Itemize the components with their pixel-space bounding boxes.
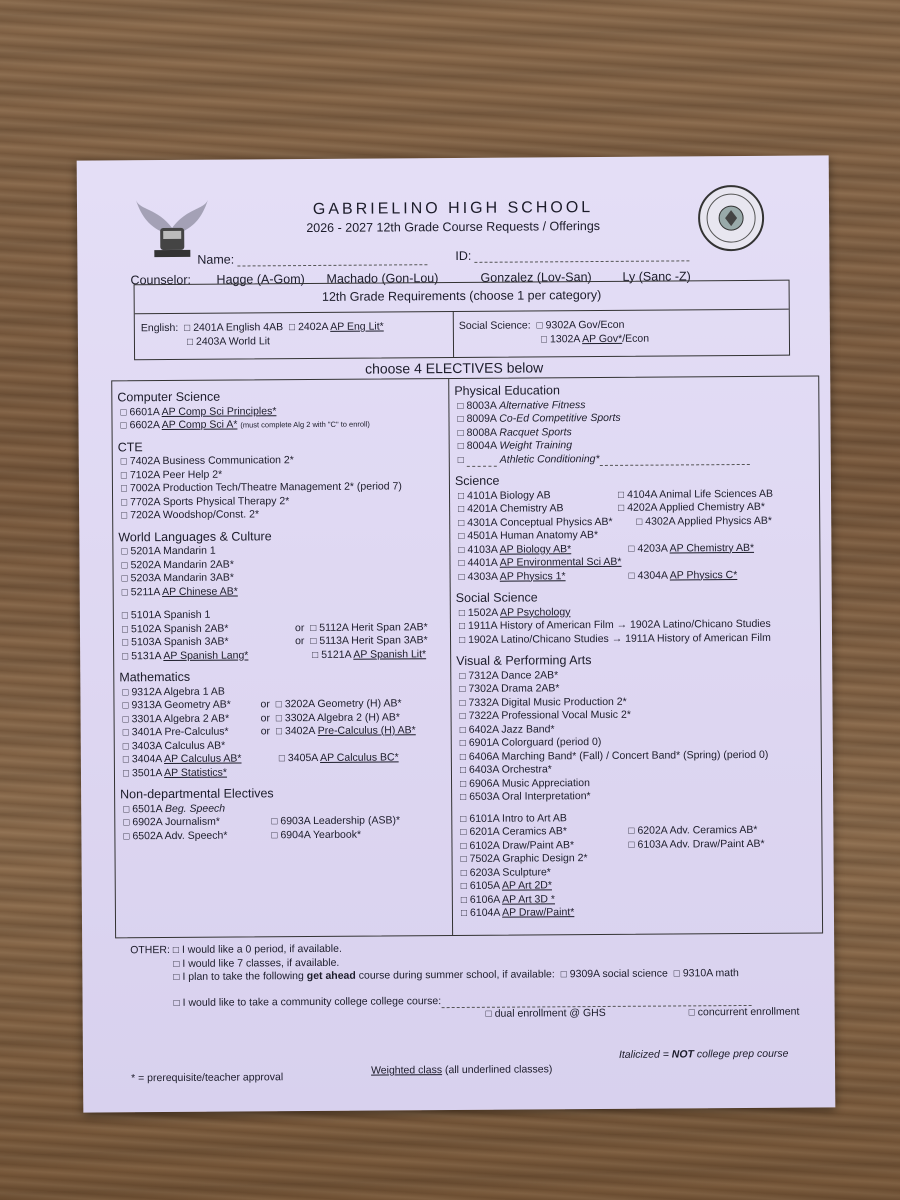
name-label: Name: bbox=[197, 252, 235, 267]
checkbox-icon[interactable]: □ bbox=[122, 637, 129, 649]
checkbox-icon[interactable]: □ bbox=[121, 610, 128, 622]
weighted-legend: Weighted class (all underlined classes) bbox=[371, 1063, 553, 1077]
checkbox-icon[interactable]: □ bbox=[275, 726, 283, 738]
checkbox-icon[interactable]: □ bbox=[122, 650, 129, 662]
course-2401a: 2401A English 4AB bbox=[193, 321, 284, 334]
checkbox-icon[interactable]: □ bbox=[120, 456, 127, 468]
checkbox-icon[interactable]: □ bbox=[275, 699, 282, 711]
checkbox-icon[interactable]: □ bbox=[121, 559, 128, 571]
right-column: Physical Education □ 8003A Alternative Fitness □ 8009A Co-Ed Competitive Sports □ 8008A Racquet Sports □ 8004A Weight Training □ Athletic Conditioning* Science □ 4101A Biology AB □ 4104A Animal Life Sciences AB □ 4201A Chemistry AB □ 4202A Applied Chemistry AB* □ 4301A Conceptual Physics AB* □ 4302A Applied Physics AB* □ 4501A Human Anatomy AB* □ 4103A AP Biology AB* □ 4203A AP Chemistry AB* □ 4401A AP Environmental Sci AB* □ 4303A AP Physics 1* □ 4304A AP Physics C* Social Science □ 1502A AP Psychology □ 1911A History of American Film → 1902A Latino/Chicano Studies □ 1902A Latino/Chicano Studies → 1911A History of American Film Visual & Performing Arts □ 7312A Dance 2AB* □ 7302A Drama 2AB* □ 7332A Digital Music Production 2* □ 7322A Professional Vocal Music 2* □ 6402A Jazz Band* □ 6901A Colorguard (period 0) □ 6406A Marching Band* (Fall) / Concert Band* (Spring) (period 0) □ 6403A Orchestra* □ 6906A Music Appreciation □ 6503A Oral Interpretation* □ 6101A Intro to Art AB □ 6201A Ceramics AB* □ 6202A Adv. Ceramics AB* □ 6102A Draw/Paint AB* □ 6103A Adv. Draw/Paint AB* □ 7502A Graphic Design 2* □ 6203A Sculpture* □ 6105A AP Art 2D* □ 6106A AP Art 3D * □ 6104A AP Draw/Paint* bbox=[454, 378, 820, 920]
checkbox-icon[interactable]: □ bbox=[120, 420, 127, 432]
other-label: OTHER: bbox=[130, 944, 170, 957]
checkbox-icon[interactable]: □ bbox=[460, 867, 467, 879]
checkbox-icon[interactable]: □ bbox=[460, 853, 467, 865]
checkbox-icon[interactable]: □ bbox=[628, 570, 635, 582]
counselor-3: Gonzalez (Lov-San) bbox=[480, 270, 592, 285]
checkbox-icon[interactable]: □ bbox=[310, 622, 317, 634]
checkbox-icon[interactable]: □ bbox=[628, 825, 635, 837]
checkbox-icon[interactable]: □ bbox=[459, 697, 466, 709]
section-non-departmental: Non-departmental Electives bbox=[120, 786, 274, 802]
checkbox-icon[interactable]: □ bbox=[122, 740, 129, 752]
checkbox-icon[interactable]: □ bbox=[173, 958, 180, 970]
course-1302a: 1302A AP Gov*/Econ bbox=[549, 332, 650, 345]
course-2403a: 2403A World Lit bbox=[195, 334, 271, 348]
checkbox-icon[interactable]: □ bbox=[460, 840, 467, 852]
checkbox-icon[interactable]: □ bbox=[459, 737, 466, 749]
social-label: Social Science: bbox=[458, 319, 531, 332]
checkbox-icon[interactable]: □ bbox=[122, 767, 130, 779]
checkbox-icon[interactable]: □ bbox=[459, 751, 466, 763]
english-options bbox=[141, 320, 384, 349]
checkbox-icon[interactable]: □ bbox=[458, 503, 465, 515]
checkbox-icon[interactable]: □ bbox=[459, 670, 466, 682]
id-label: ID: bbox=[455, 248, 472, 263]
checkbox-icon[interactable]: □ bbox=[457, 400, 464, 412]
section-world-languages: World Languages & Culture bbox=[118, 528, 272, 544]
checkbox-icon[interactable]: □ bbox=[121, 623, 129, 635]
checkbox-icon[interactable]: □ bbox=[121, 573, 128, 585]
checkbox-icon[interactable]: □ bbox=[122, 700, 129, 712]
checkbox-icon[interactable]: □ bbox=[459, 710, 466, 722]
checkbox-icon[interactable]: □ bbox=[460, 894, 467, 906]
community-college-option: I would like to take a community college college course: bbox=[182, 994, 442, 1009]
checkbox-icon[interactable]: □ bbox=[457, 454, 464, 466]
checkbox-icon[interactable]: □ bbox=[460, 826, 467, 838]
checkbox-icon[interactable]: □ bbox=[312, 649, 319, 661]
checkbox-icon[interactable]: □ bbox=[459, 683, 466, 695]
english-label: English: bbox=[140, 321, 179, 335]
checkbox-icon[interactable]: □ bbox=[121, 546, 128, 558]
checkbox-icon[interactable]: □ bbox=[460, 880, 467, 892]
form-subtitle: 2026 - 2027 12th Grade Course Requests / Offerings bbox=[306, 218, 601, 236]
checkbox-icon[interactable]: □ bbox=[458, 530, 465, 542]
checkbox-icon[interactable]: □ bbox=[122, 727, 129, 739]
checkbox-icon[interactable]: □ bbox=[617, 489, 625, 501]
section-science: Science bbox=[454, 473, 500, 489]
checkbox-icon[interactable]: □ bbox=[184, 322, 191, 334]
school-title: GABRIELINO HIGH SCHOOL bbox=[312, 199, 594, 218]
checkbox-icon[interactable]: □ bbox=[673, 968, 680, 980]
section-physical-education: Physical Education bbox=[454, 383, 560, 399]
counselor-1: Hagge (A-Gom) bbox=[216, 272, 305, 287]
checkbox-icon[interactable]: □ bbox=[618, 502, 625, 514]
course-2402a: 2402A AP Eng Lit* bbox=[298, 320, 384, 334]
checkbox-icon[interactable]: □ bbox=[459, 724, 466, 736]
checkbox-icon[interactable]: □ bbox=[460, 791, 467, 803]
section-cte: CTE bbox=[117, 439, 143, 454]
checkbox-icon[interactable]: □ bbox=[458, 557, 465, 569]
checkbox-icon[interactable]: □ bbox=[628, 839, 635, 851]
checkbox-icon[interactable]: □ bbox=[458, 517, 465, 529]
section-computer-science: Computer Science bbox=[117, 389, 221, 405]
checkbox-icon[interactable]: □ bbox=[120, 483, 128, 495]
name-field[interactable] bbox=[197, 251, 427, 267]
checkbox-icon[interactable]: □ bbox=[122, 754, 129, 766]
checkbox-icon[interactable]: □ bbox=[457, 440, 464, 452]
social-options bbox=[459, 319, 649, 347]
checkbox-icon[interactable]: □ bbox=[457, 490, 465, 502]
requirements-title: 12th Grade Requirements (choose 1 per category) bbox=[321, 287, 602, 304]
checkbox-icon[interactable]: □ bbox=[172, 944, 179, 956]
section-social-science: Social Science bbox=[455, 590, 538, 606]
checkbox-icon[interactable]: □ bbox=[485, 1008, 492, 1020]
checkbox-icon[interactable]: □ bbox=[122, 686, 129, 698]
checkbox-icon[interactable]: □ bbox=[458, 607, 465, 619]
checkbox-icon[interactable]: □ bbox=[121, 496, 128, 508]
course-9302a: 9302A Gov/Econ bbox=[545, 318, 625, 332]
checkbox-icon[interactable]: □ bbox=[186, 336, 194, 348]
checkbox-icon[interactable]: □ bbox=[173, 997, 180, 1009]
italic-legend: Italicized = NOT college prep course bbox=[618, 1047, 789, 1061]
electives-title: choose 4 ELECTIVES below bbox=[364, 359, 544, 377]
checkbox-icon[interactable]: □ bbox=[121, 510, 128, 522]
left-column: Computer Science □ 6601A AP Comp Sci Principles* □ 6602A AP Comp Sci A* (must complete Alg 2 with "C" to enroll) CTE □ 7402A Business Communication 2* □ 7102A Peer Help 2* □ 7002A Production Tech/Theatre Management 2* (period 7) □ 7702A Sports Physical Therapy 2* □ 7202A Woodshop/Const. 2* World Languages & Culture □ 5201A Mandarin 1 □ 5202A Mandarin 2AB* □ 5203A Mandarin 3AB* □ 5211A AP Chinese AB* □ 5101A Spanish 1 □ 5102A Spanish 2AB* or □ 5112A Herit Span 2AB* □ 5103A Spanish 3AB* or □ 5113A Herit Span 3AB* □ 5131A AP Spanish Lang* □ 5121A AP Spanish Lit* Mathematics □ 9312A Algebra 1 AB □ 9313A Geometry AB* or □ 3202A Geometry (H) AB* □ 3301A Algebra 2 AB* or □ 3302A Algebra 2 (H) AB* □ 3401A Pre-Calculus* or □ 3402A Pre-Calculus (H) AB* □ 3403A Calculus AB* □ 3404A AP Calculus AB* □ 3405A AP Calculus BC* □ 3501A AP Statistics* Non-departmental Electives □ 6501A Beg. Speech □ 6902A Journalism* □ 6903A Leadership (ASB)* □ 6502A Adv. Speech* □ 6904A Yearbook* bbox=[117, 385, 450, 843]
counselor-2: Machado (Gon-Lou) bbox=[326, 271, 439, 286]
checkbox-icon[interactable]: □ bbox=[271, 829, 278, 841]
checkbox-icon[interactable]: □ bbox=[120, 469, 127, 481]
section-visual-performing-arts: Visual & Performing Arts bbox=[456, 653, 592, 668]
electives-box bbox=[111, 375, 823, 938]
checkbox-icon[interactable]: □ bbox=[636, 516, 643, 528]
name-line bbox=[238, 254, 428, 266]
checkbox-icon[interactable]: □ bbox=[536, 320, 543, 332]
checkbox-icon[interactable]: □ bbox=[458, 620, 466, 632]
id-field[interactable] bbox=[455, 247, 690, 263]
checkbox-icon[interactable]: □ bbox=[123, 830, 130, 842]
checkbox-icon[interactable]: □ bbox=[288, 322, 296, 334]
checkbox-icon[interactable]: □ bbox=[457, 413, 464, 425]
course-request-form bbox=[77, 155, 836, 1112]
section-mathematics: Mathematics bbox=[119, 669, 191, 685]
checkbox-icon[interactable]: □ bbox=[460, 813, 467, 825]
requirements-box bbox=[134, 280, 791, 361]
checkbox-icon[interactable]: □ bbox=[120, 406, 127, 418]
prereq-legend: * = prerequisite/teacher approval bbox=[131, 1071, 284, 1085]
checkbox-icon[interactable]: □ bbox=[459, 634, 466, 646]
checkbox-icon[interactable]: □ bbox=[123, 817, 130, 829]
checkbox-icon[interactable]: □ bbox=[460, 778, 467, 790]
checkbox-icon[interactable]: □ bbox=[459, 764, 467, 776]
checkbox-icon[interactable]: □ bbox=[278, 753, 285, 765]
checkbox-icon[interactable]: □ bbox=[628, 543, 635, 555]
checkbox-icon[interactable]: □ bbox=[122, 713, 129, 725]
checkbox-icon[interactable]: □ bbox=[123, 803, 130, 815]
checkbox-icon[interactable]: □ bbox=[310, 635, 317, 648]
checkbox-icon[interactable]: □ bbox=[460, 907, 468, 919]
zero-period-option: I would like a 0 period, if available. bbox=[181, 942, 342, 956]
seven-classes-option: I would like 7 classes, if available. bbox=[182, 956, 340, 970]
id-line bbox=[475, 250, 690, 263]
counselor-4: Ly (Sanc -Z) bbox=[622, 269, 691, 284]
checkbox-icon[interactable]: □ bbox=[173, 971, 180, 983]
checkbox-icon[interactable]: □ bbox=[275, 712, 282, 724]
checkbox-icon[interactable]: □ bbox=[121, 586, 128, 598]
checkbox-icon[interactable]: □ bbox=[457, 427, 464, 439]
checkbox-icon[interactable]: □ bbox=[688, 1007, 695, 1019]
checkbox-icon[interactable]: □ bbox=[458, 571, 465, 583]
counselor-label: Counselor: bbox=[130, 272, 192, 288]
checkbox-icon[interactable]: □ bbox=[540, 333, 548, 345]
checkbox-icon[interactable]: □ bbox=[560, 969, 567, 981]
checkbox-icon[interactable]: □ bbox=[271, 816, 278, 828]
other-section: OTHER: □ I would like a 0 period, if available. □ I would like 7 classes, if available. □ I plan to take the following get ahead course during summer school, if available: □ 9309A social science □ 9310A math □ I would like to take a community college college course: □ dual enrollment @ GHS □ concurrent enrollment bbox=[130, 942, 800, 1020]
summer-school-option: I plan to take the following get ahead course during summer school, if available: bbox=[182, 968, 555, 983]
checkbox-icon[interactable]: □ bbox=[458, 544, 465, 556]
